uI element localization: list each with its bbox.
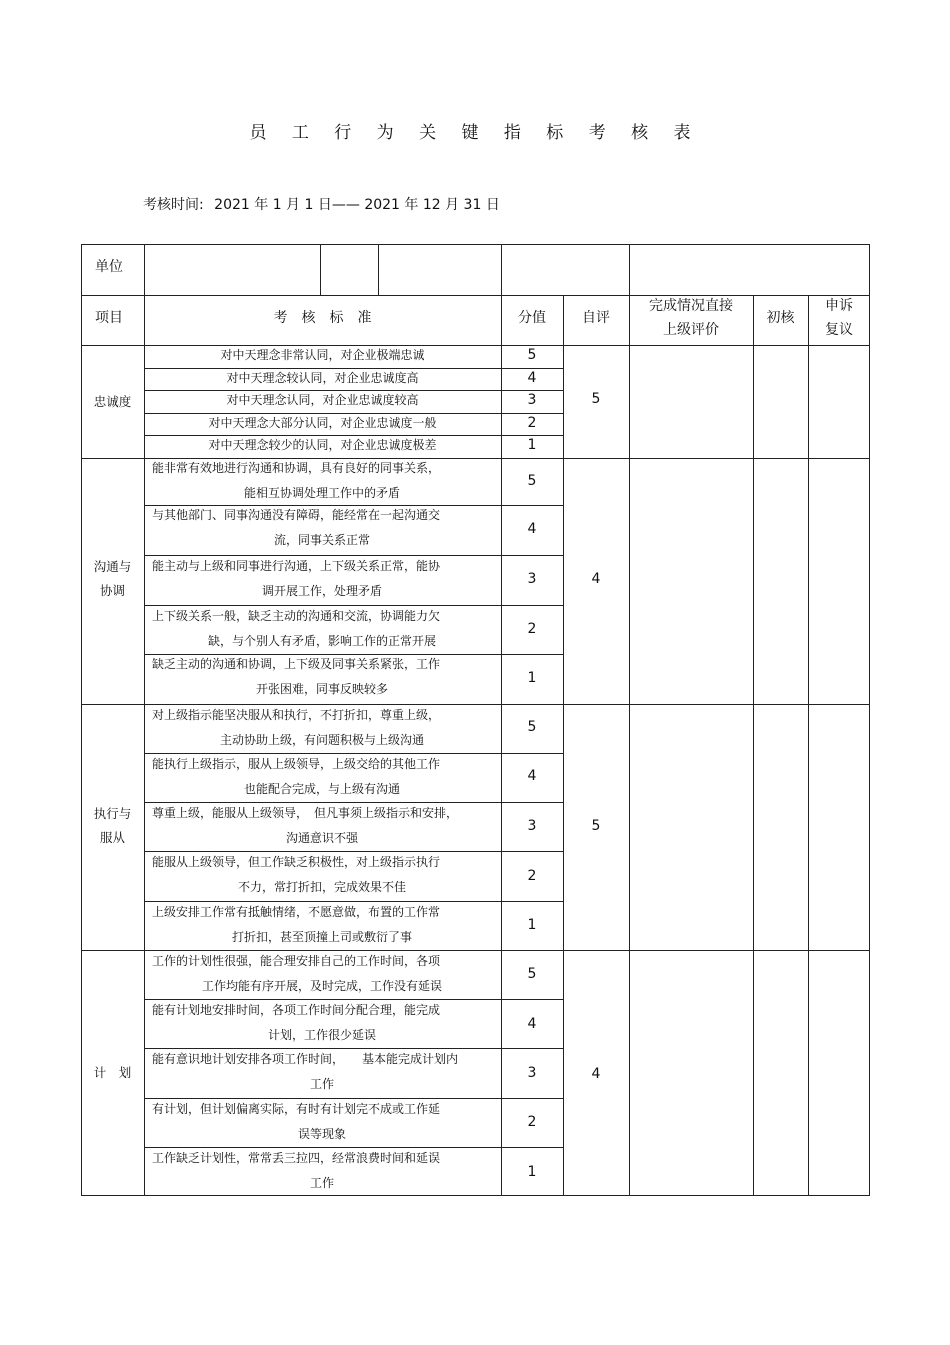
self-score-loyalty: 5: [591, 391, 601, 407]
score-value: 2: [527, 1114, 537, 1130]
criterion-text: 工作缺乏计划性，常常丢三拉四，经常浪费时间和延误 工作: [152, 1151, 441, 1190]
score-value: 5: [527, 347, 537, 363]
criterion-text: 工作的计划性很强，能合理安排自己的工作时间，各项 工作均能有序开展，及时完成，工作没有延误: [152, 954, 442, 993]
section-name-planning: 计 划: [93, 1065, 132, 1080]
score-value: 3: [527, 1065, 537, 1081]
criterion-text: 缺乏主动的沟通和协调，上下级及同事关系紧张，工作 开张困难，同事反映较多: [152, 657, 441, 696]
score-value: 4: [527, 768, 537, 784]
criterion-text: 能执行上级指示，服从上级领导，上级交给的其他工作 也能配合完成，与上级有沟通: [152, 757, 441, 796]
self-score-planning: 4: [591, 1066, 601, 1082]
score-value: 5: [527, 966, 537, 982]
section-name-execution-l1: 执行与: [93, 806, 132, 821]
score-value: 3: [527, 392, 537, 408]
criterion-text: 对上级指示能坚决服从和执行，不打折扣，尊重上级， 主动协助上级，有问题积极与上级沟通: [152, 708, 441, 747]
score-value: 4: [527, 521, 537, 537]
criterion-text: 能非常有效地进行沟通和协调，具有良好的同事关系， 能相互协调处理工作中的矛盾: [152, 461, 441, 500]
self-score-execution: 5: [591, 818, 601, 834]
score-value: 1: [527, 917, 537, 933]
header-superior-l2: 上级评价: [663, 322, 719, 338]
criterion-text: 有计划，但计划偏离实际，有时有计划完不成或工作延 误等现象: [152, 1102, 441, 1141]
score-value: 2: [527, 621, 537, 637]
self-score-communication: 4: [591, 571, 601, 587]
section-name-execution-l2: 服从: [99, 830, 125, 845]
score-value: 2: [527, 868, 537, 884]
header-score: 分值: [518, 310, 546, 326]
criterion-text: 能主动与上级和同事进行沟通，上下级关系正常，能协 调开展工作，处理矛盾: [152, 559, 441, 598]
criterion-text: 上级安排工作常有抵触情绪，不愿意做，布置的工作常 打折扣，甚至顶撞上司或敷衍了事: [152, 905, 441, 944]
page-title: 员 工 行 为 关 键 指 标 考 核 表: [249, 123, 701, 143]
section-name-communication-l2: 协调: [99, 583, 125, 598]
criterion-text: 能有意识地计划安排各项工作时间， 基本能完成计划内 工作: [152, 1052, 459, 1091]
criterion-text: 对中天理念非常认同，对企业极端忠诚: [220, 348, 425, 362]
header-superior-l1: 完成情况直接: [649, 298, 733, 314]
criterion-text: 对中天理念较少的认同，对企业忠诚度极差: [208, 438, 437, 452]
period-label: 考核时间:: [143, 197, 204, 213]
criterion-text: 能服从上级领导，但工作缺乏积极性，对上级指示执行 不力，常打折扣，完成效果不佳: [152, 855, 441, 894]
score-value: 1: [527, 1164, 537, 1180]
header-review: 初核: [766, 310, 795, 326]
score-value: 3: [527, 818, 537, 834]
score-value: 4: [527, 1016, 537, 1032]
score-value: 5: [527, 719, 537, 735]
header-unit: 单位: [95, 259, 123, 275]
criterion-text: 上下级关系一般，缺乏主动的沟通和交流，协调能力欠 缺，与个别人有矛盾，影响工作的正常开展: [152, 609, 441, 648]
header-item: 项目: [95, 310, 123, 326]
criterion-text: 对中天理念认同，对企业忠诚度较高: [226, 393, 419, 407]
section-name-communication-l1: 沟通与: [93, 559, 132, 574]
score-value: 1: [527, 670, 537, 686]
criterion-text: 对中天理念大部分认同，对企业忠诚度一般: [208, 416, 437, 430]
header-appeal-l2: 复议: [825, 322, 853, 338]
score-value: 4: [527, 370, 537, 386]
score-value: 5: [527, 473, 537, 489]
header-appeal-l1: 申诉: [825, 298, 853, 314]
criterion-text: 与其他部门、同事沟通没有障碍，能经常在一起沟通交 流，同事关系正常: [152, 508, 441, 547]
period-value: 2021 年 1 月 1 日—— 2021 年 12 月 31 日: [214, 197, 500, 213]
criterion-text: 能有计划地安排时间，各项工作时间分配合理，能完成 计划，工作很少延误: [152, 1003, 441, 1042]
score-value: 1: [527, 437, 537, 453]
section-name-loyalty: 忠诚度: [93, 394, 132, 409]
header-self: 自评: [582, 310, 610, 326]
criterion-text: 尊重上级，能服从上级领导， 但凡事须上级指示和安排， 沟通意识不强: [152, 806, 459, 845]
criterion-text: 对中天理念较认同，对企业忠诚度高: [226, 371, 419, 385]
score-value: 3: [527, 571, 537, 587]
score-value: 2: [527, 415, 537, 431]
header-standard: 考 核 标 准: [273, 310, 372, 326]
